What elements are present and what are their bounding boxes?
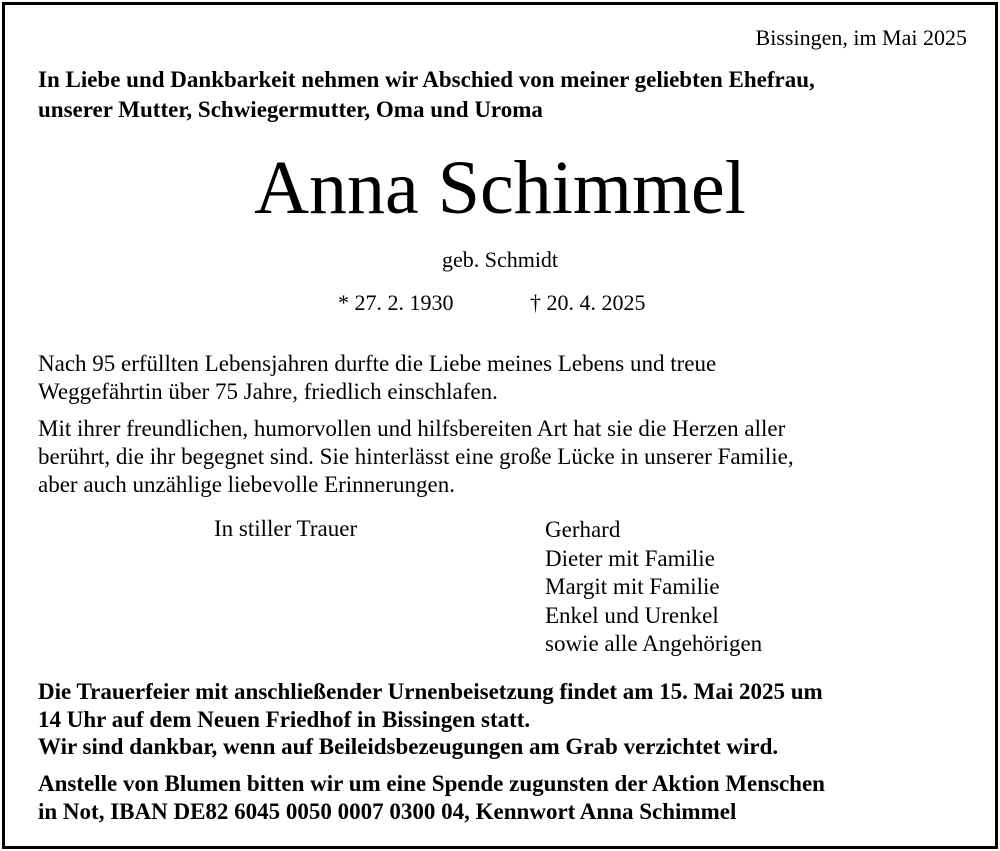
mourner: Gerhard <box>545 517 621 542</box>
paragraph-line: berührt, die ihr begegnet sind. Sie hinterlässt eine große Lücke in unserer Familie, <box>38 444 794 469</box>
paragraph-character <box>38 415 794 499</box>
intro-text <box>38 65 815 125</box>
intro-line: unserer Mutter, Schwiegermutter, Oma und Uroma <box>38 97 543 122</box>
mourner: Dieter mit Familie <box>545 545 715 571</box>
paragraph-line: aber auch unzählige liebevolle Erinnerungen. <box>38 472 456 497</box>
mourner: sowie alle Angehörigen <box>545 631 763 656</box>
paragraph-life <box>38 350 716 406</box>
mourners-list <box>545 516 762 659</box>
donation-line: in Not, IBAN DE82 6045 0050 0007 0300 04, Kennwort Anna Schimmel <box>38 799 737 824</box>
donation-line: Anstelle von Blumen bitten wir um eine Spende zugunsten der Aktion Menschen <box>38 771 825 796</box>
mourner: Margit mit Familie <box>545 574 720 599</box>
mourning-label: In stiller Trauer <box>214 516 358 541</box>
funeral-line: 14 Uhr auf dem Neuen Friedhof in Bissingen statt. <box>38 707 531 732</box>
death-date: † 20. 4. 2025 <box>530 290 646 315</box>
funeral-ceremony <box>38 678 823 734</box>
place-date: Bissingen, im Mai 2025 <box>755 25 967 50</box>
mourner: Enkel und Urenkel <box>545 602 719 628</box>
birth-date: * 27. 2. 1930 <box>338 290 454 315</box>
paragraph-line: Nach 95 erfüllten Lebensjahren durfte die Liebe meines Lebens und treue <box>38 351 717 376</box>
condolences-note: Wir sind dankbar, wenn auf Beileidsbezeugungen am Grab verzichtet wird. <box>38 734 779 759</box>
donation-note <box>38 770 825 826</box>
paragraph-line: Weggefährtin über 75 Jahre, friedlich einschlafen. <box>38 379 498 404</box>
funeral-line: Die Trauerfeier mit anschließender Urnenbeisetzung findet am 15. Mai 2025 um <box>38 679 823 704</box>
deceased-name: Anna Schimmel <box>254 146 746 230</box>
paragraph-line: Mit ihrer freundlichen, humorvollen und hilfsbereiten Art hat sie die Herzen aller <box>38 416 786 441</box>
intro-line: In Liebe und Dankbarkeit nehmen wir Abschied von meiner geliebten Ehefrau, <box>38 67 815 92</box>
maiden-name: geb. Schmidt <box>441 247 559 272</box>
